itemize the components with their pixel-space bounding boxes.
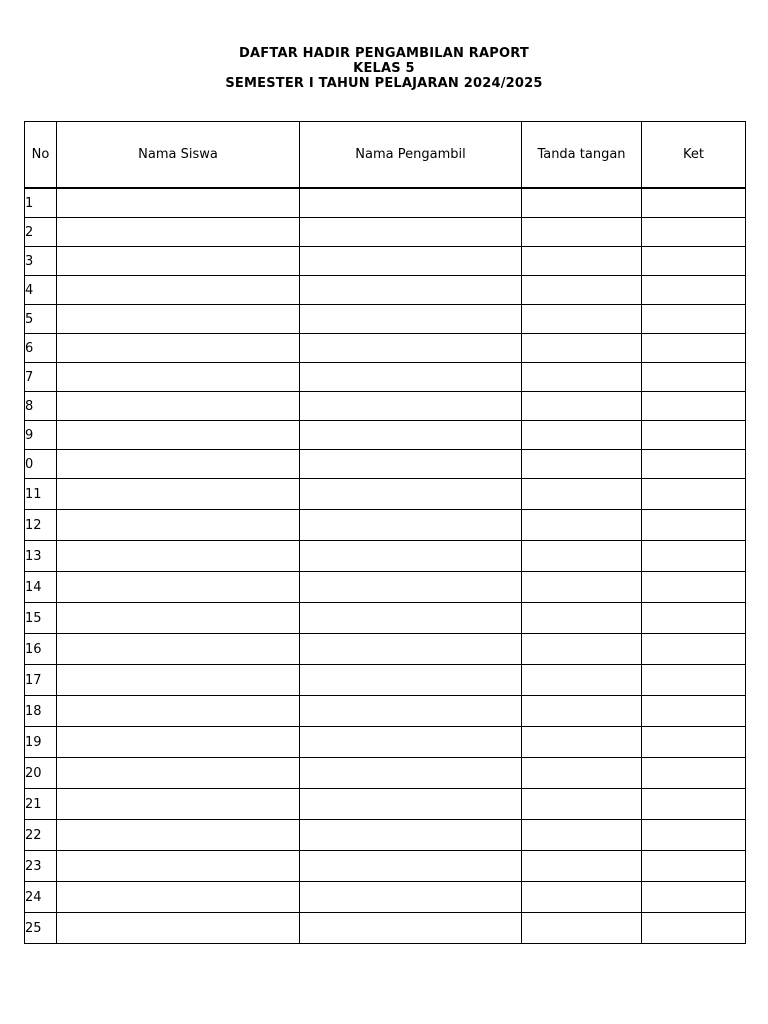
tanda-tangan-cell[interactable]: [522, 634, 642, 665]
row-number: 15: [25, 603, 57, 634]
nama-siswa-cell[interactable]: [57, 913, 300, 944]
ket-cell[interactable]: [642, 247, 746, 276]
table-row: [25, 572, 746, 603]
nama-pengambil-cell[interactable]: [300, 789, 522, 820]
nama-pengambil-cell[interactable]: [300, 758, 522, 789]
nama-pengambil-cell[interactable]: [300, 247, 522, 276]
header-no: No: [25, 122, 57, 189]
row-number: 8: [25, 392, 57, 421]
row-number: 13: [25, 541, 57, 572]
nama-siswa-cell[interactable]: [57, 634, 300, 665]
table-row: [25, 758, 746, 789]
table-row: [25, 603, 746, 634]
ket-cell[interactable]: [642, 913, 746, 944]
nama-pengambil-cell[interactable]: [300, 218, 522, 247]
tanda-tangan-cell[interactable]: [522, 363, 642, 392]
nama-siswa-cell[interactable]: [57, 510, 300, 541]
nama-siswa-cell[interactable]: [57, 572, 300, 603]
row-number: 0: [25, 450, 57, 479]
tanda-tangan-cell[interactable]: [522, 276, 642, 305]
row-number: 14: [25, 572, 57, 603]
ket-cell[interactable]: [642, 450, 746, 479]
header-nama-pengambil: Nama Pengambil: [300, 122, 522, 189]
tanda-tangan-cell[interactable]: [522, 510, 642, 541]
ket-cell[interactable]: [642, 421, 746, 450]
ket-cell[interactable]: [642, 188, 746, 218]
nama-siswa-cell[interactable]: [57, 276, 300, 305]
tanda-tangan-cell[interactable]: [522, 789, 642, 820]
table-row: [25, 541, 746, 572]
nama-siswa-cell[interactable]: [57, 479, 300, 510]
header-tanda-tangan: Tanda tangan: [522, 122, 642, 189]
table-header-row: [25, 122, 746, 189]
table-row: [25, 634, 746, 665]
tanda-tangan-cell[interactable]: [522, 851, 642, 882]
tanda-tangan-cell[interactable]: [522, 696, 642, 727]
tanda-tangan-cell[interactable]: [522, 882, 642, 913]
nama-siswa-cell[interactable]: [57, 851, 300, 882]
tanda-tangan-cell[interactable]: [522, 479, 642, 510]
nama-pengambil-cell[interactable]: [300, 510, 522, 541]
tanda-tangan-cell[interactable]: [522, 188, 642, 218]
table-row: [25, 218, 746, 247]
tanda-tangan-cell[interactable]: [522, 603, 642, 634]
row-number: 7: [25, 363, 57, 392]
table-row: [25, 450, 746, 479]
title-line-1: DAFTAR HADIR PENGAMBILAN RAPORT: [239, 46, 529, 61]
nama-pengambil-cell[interactable]: [300, 603, 522, 634]
ket-cell[interactable]: [642, 665, 746, 696]
nama-pengambil-cell[interactable]: [300, 450, 522, 479]
ket-cell[interactable]: [642, 851, 746, 882]
nama-pengambil-cell[interactable]: [300, 276, 522, 305]
nama-pengambil-cell[interactable]: [300, 851, 522, 882]
nama-siswa-cell[interactable]: [57, 188, 300, 218]
tanda-tangan-cell[interactable]: [522, 665, 642, 696]
nama-siswa-cell[interactable]: [57, 218, 300, 247]
table-row: [25, 392, 746, 421]
row-number: 19: [25, 727, 57, 758]
tanda-tangan-cell[interactable]: [522, 572, 642, 603]
nama-siswa-cell[interactable]: [57, 450, 300, 479]
nama-siswa-cell[interactable]: [57, 603, 300, 634]
tanda-tangan-cell[interactable]: [522, 392, 642, 421]
ket-cell[interactable]: [642, 572, 746, 603]
table-row: [25, 665, 746, 696]
ket-cell[interactable]: [642, 510, 746, 541]
table-row: [25, 276, 746, 305]
row-number: 4: [25, 276, 57, 305]
nama-siswa-cell[interactable]: [57, 758, 300, 789]
ket-cell[interactable]: [642, 218, 746, 247]
nama-pengambil-cell[interactable]: [300, 541, 522, 572]
table-body: [25, 188, 746, 944]
table-row: [25, 334, 746, 363]
tanda-tangan-cell[interactable]: [522, 450, 642, 479]
nama-siswa-cell[interactable]: [57, 696, 300, 727]
row-number: 3: [25, 247, 57, 276]
row-number: 9: [25, 421, 57, 450]
row-number: 23: [25, 851, 57, 882]
nama-pengambil-cell[interactable]: [300, 727, 522, 758]
tanda-tangan-cell[interactable]: [522, 541, 642, 572]
ket-cell[interactable]: [642, 603, 746, 634]
ket-cell[interactable]: [642, 882, 746, 913]
ket-cell[interactable]: [642, 758, 746, 789]
tanda-tangan-cell[interactable]: [522, 820, 642, 851]
nama-siswa-cell[interactable]: [57, 882, 300, 913]
nama-siswa-cell[interactable]: [57, 363, 300, 392]
nama-siswa-cell[interactable]: [57, 665, 300, 696]
header-nama-siswa: Nama Siswa: [57, 122, 300, 189]
ket-cell[interactable]: [642, 363, 746, 392]
row-number: 20: [25, 758, 57, 789]
table-row: [25, 727, 746, 758]
tanda-tangan-cell[interactable]: [522, 334, 642, 363]
ket-cell[interactable]: [642, 727, 746, 758]
table-row: [25, 247, 746, 276]
table-row: [25, 363, 746, 392]
ket-cell[interactable]: [642, 334, 746, 363]
nama-siswa-cell[interactable]: [57, 247, 300, 276]
row-number: 17: [25, 665, 57, 696]
nama-siswa-cell[interactable]: [57, 334, 300, 363]
ket-cell[interactable]: [642, 696, 746, 727]
row-number: 5: [25, 305, 57, 334]
nama-siswa-cell[interactable]: [57, 727, 300, 758]
tanda-tangan-cell[interactable]: [522, 247, 642, 276]
nama-siswa-cell[interactable]: [57, 541, 300, 572]
row-number: 16: [25, 634, 57, 665]
nama-siswa-cell[interactable]: [57, 392, 300, 421]
nama-siswa-cell[interactable]: [57, 305, 300, 334]
tanda-tangan-cell[interactable]: [522, 758, 642, 789]
table-row: [25, 421, 746, 450]
tanda-tangan-cell[interactable]: [522, 913, 642, 944]
table-row: [25, 851, 746, 882]
table-row: [25, 479, 746, 510]
ket-cell[interactable]: [642, 479, 746, 510]
table-row: [25, 188, 746, 218]
nama-pengambil-cell[interactable]: [300, 634, 522, 665]
nama-pengambil-cell[interactable]: [300, 188, 522, 218]
nama-siswa-cell[interactable]: [57, 820, 300, 851]
tanda-tangan-cell[interactable]: [522, 305, 642, 334]
tanda-tangan-cell[interactable]: [522, 218, 642, 247]
nama-pengambil-cell[interactable]: [300, 305, 522, 334]
title-line-3: SEMESTER I TAHUN PELAJARAN 2024/2025: [225, 76, 543, 91]
nama-pengambil-cell[interactable]: [300, 334, 522, 363]
nama-pengambil-cell[interactable]: [300, 392, 522, 421]
nama-pengambil-cell[interactable]: [300, 820, 522, 851]
document-title: [0, 46, 768, 91]
table-row: [25, 820, 746, 851]
row-number: 22: [25, 820, 57, 851]
nama-siswa-cell[interactable]: [57, 421, 300, 450]
table-row: [25, 696, 746, 727]
row-number: 25: [25, 913, 57, 944]
nama-pengambil-cell[interactable]: [300, 913, 522, 944]
nama-pengambil-cell[interactable]: [300, 572, 522, 603]
tanda-tangan-cell[interactable]: [522, 421, 642, 450]
nama-pengambil-cell[interactable]: [300, 696, 522, 727]
row-number: 1: [25, 188, 57, 218]
table-row: [25, 510, 746, 541]
table-row: [25, 789, 746, 820]
table-row: [25, 882, 746, 913]
row-number: 18: [25, 696, 57, 727]
attendance-table: [24, 121, 746, 944]
title-line-2: KELAS 5: [353, 61, 415, 76]
row-number: 21: [25, 789, 57, 820]
ket-cell[interactable]: [642, 820, 746, 851]
nama-pengambil-cell[interactable]: [300, 882, 522, 913]
nama-siswa-cell[interactable]: [57, 789, 300, 820]
row-number: 6: [25, 334, 57, 363]
ket-cell[interactable]: [642, 392, 746, 421]
row-number: 24: [25, 882, 57, 913]
nama-pengambil-cell[interactable]: [300, 421, 522, 450]
row-number: 11: [25, 479, 57, 510]
ket-cell[interactable]: [642, 541, 746, 572]
ket-cell[interactable]: [642, 305, 746, 334]
nama-pengambil-cell[interactable]: [300, 665, 522, 696]
ket-cell[interactable]: [642, 634, 746, 665]
table-row: [25, 913, 746, 944]
nama-pengambil-cell[interactable]: [300, 363, 522, 392]
nama-pengambil-cell[interactable]: [300, 479, 522, 510]
row-number: 12: [25, 510, 57, 541]
header-ket: Ket: [642, 122, 746, 189]
table-row: [25, 305, 746, 334]
row-number: 2: [25, 218, 57, 247]
ket-cell[interactable]: [642, 789, 746, 820]
ket-cell[interactable]: [642, 276, 746, 305]
tanda-tangan-cell[interactable]: [522, 727, 642, 758]
